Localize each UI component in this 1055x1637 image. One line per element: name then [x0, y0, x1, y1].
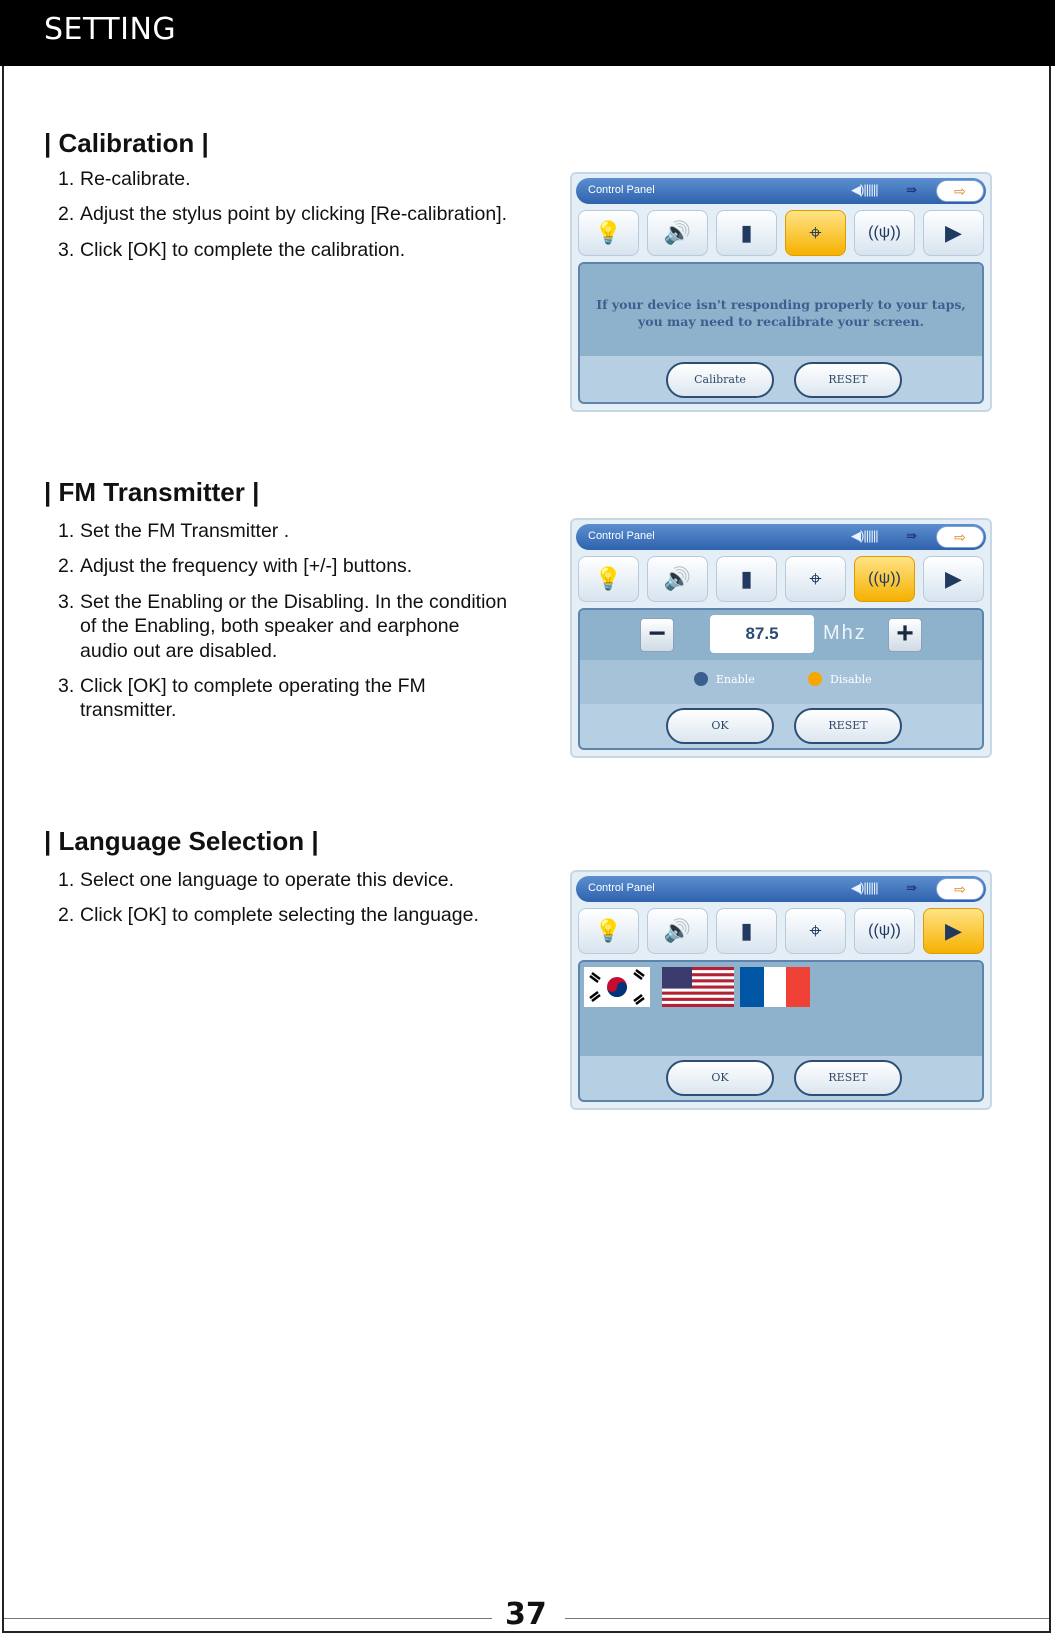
battery-icon: ▮ [740, 220, 753, 245]
language-speaker-icon: ▶ [945, 566, 962, 591]
crosshair-icon: ⌖ [809, 220, 822, 245]
tab-language[interactable] [923, 908, 984, 954]
step-number: 3. [58, 238, 75, 261]
calibrate-button[interactable]: Calibrate [666, 362, 774, 398]
fm-heading: | FM Transmitter | [44, 477, 260, 507]
fm-steps [58, 519, 507, 734]
tab-language[interactable] [923, 556, 984, 602]
control-panel-titlebar [576, 524, 986, 550]
tab-battery[interactable] [716, 210, 777, 256]
language-speaker-icon: ▶ [945, 918, 962, 943]
enable-row [580, 660, 982, 704]
crosshair-icon: ⌖ [809, 918, 822, 943]
step-number: 2. [58, 555, 75, 578]
step-text: Set the FM Transmitter . [80, 520, 290, 542]
reset-button[interactable]: RESET [794, 362, 902, 398]
tab-volume[interactable] [647, 210, 708, 256]
control-panel-tabs [578, 908, 984, 954]
tab-battery[interactable] [716, 908, 777, 954]
tab-volume[interactable] [647, 556, 708, 602]
calibration-steps [58, 167, 507, 273]
frequency-minus-button[interactable]: − [640, 618, 674, 652]
volume-icon: ◀)|||||| [851, 182, 878, 197]
step-number: 2. [58, 904, 75, 927]
step-text: Adjust the stylus point by clicking [Re-calibration]. [80, 203, 508, 226]
tab-volume[interactable] [647, 908, 708, 954]
message-line: you may need to recalibrate your screen. [638, 314, 924, 329]
step-text: Click [OK] to complete the calibration. [80, 238, 406, 261]
list-item [58, 903, 479, 927]
tab-language[interactable] [923, 210, 984, 256]
flag-area [580, 962, 982, 1056]
step-text: Select one language to operate this device. [80, 869, 455, 891]
enable-label: Enable [716, 673, 755, 686]
disable-radio[interactable] [808, 672, 872, 686]
step-text: Set the Enabling or the Disabling. In the condition of the Enabling, both speaker and earphone audio out are disabled. [80, 590, 508, 662]
reset-button[interactable]: RESET [794, 1060, 902, 1096]
tab-fm-transmitter[interactable] [854, 908, 915, 954]
ok-button[interactable]: OK [666, 708, 774, 744]
speaker-icon: 🔊 [663, 220, 692, 245]
tab-calibration[interactable] [785, 908, 846, 954]
control-panel-titlebar [576, 178, 986, 204]
language-steps [58, 868, 479, 939]
crosshair-icon: ⌖ [809, 566, 822, 591]
reset-button[interactable]: RESET [794, 708, 902, 744]
ok-button[interactable]: OK [666, 1060, 774, 1096]
message-line: If your device isn't responding properly to your taps, [596, 297, 966, 312]
battery-icon: ▮ [740, 918, 753, 943]
control-panel-tabs [578, 556, 984, 602]
footer-divider [565, 1618, 1049, 1619]
signal-icon: ⇛ [906, 880, 917, 895]
radio-off-icon [694, 672, 708, 686]
list-item [58, 674, 507, 723]
list-item [58, 868, 479, 892]
signal-icon: ⇛ [906, 182, 917, 197]
control-panel-title: Control Panel [588, 184, 655, 196]
battery-icon: ▮ [740, 566, 753, 591]
radio-on-icon [808, 672, 822, 686]
step-number: 3. [58, 590, 75, 613]
list-item [58, 590, 507, 663]
step-number: 2. [58, 203, 75, 226]
message-area [580, 264, 982, 356]
step-text: Adjust the frequency with [+/-] buttons. [80, 555, 413, 578]
step-text: Click [OK] to complete selecting the language. [80, 904, 479, 927]
disable-label: Disable [830, 673, 872, 686]
frequency-row [580, 610, 982, 660]
list-item [58, 238, 507, 262]
step-number: 1. [58, 520, 75, 542]
lightbulb-icon: 💡 [594, 566, 623, 591]
language-speaker-icon: ▶ [945, 220, 962, 245]
exit-button[interactable]: ⇨ [936, 878, 984, 900]
language-heading: | Language Selection | [44, 826, 319, 856]
france-flag-icon[interactable] [740, 967, 810, 1007]
tab-backlight[interactable] [578, 908, 639, 954]
footer-divider [4, 1618, 492, 1619]
control-panel-title: Control Panel [588, 530, 655, 542]
enable-radio[interactable] [694, 672, 755, 686]
tab-calibration[interactable] [785, 210, 846, 256]
frequency-display: 87.5 [710, 615, 814, 653]
step-text: Click [OK] to complete operating the FM transmitter. [80, 674, 426, 722]
tab-backlight[interactable] [578, 556, 639, 602]
control-panel-language [570, 870, 992, 1110]
control-panel-titlebar [576, 876, 986, 902]
list-item [58, 167, 507, 191]
list-item [58, 519, 507, 543]
calibration-message [580, 296, 982, 330]
frequency-unit: Mhz [823, 622, 867, 644]
control-panel-tabs [578, 210, 984, 256]
step-number: 1. [58, 168, 75, 190]
exit-button[interactable]: ⇨ [936, 180, 984, 202]
tab-calibration[interactable] [785, 556, 846, 602]
tab-battery[interactable] [716, 556, 777, 602]
volume-icon: ◀)|||||| [851, 880, 878, 895]
speaker-icon: 🔊 [663, 566, 692, 591]
step-number: 1. [58, 869, 75, 891]
page-number: 37 [505, 1597, 547, 1632]
antenna-icon: ((ψ)) [868, 922, 901, 939]
calibration-heading: | Calibration | [44, 128, 209, 158]
speaker-icon: 🔊 [663, 918, 692, 943]
tab-fm-transmitter[interactable] [854, 556, 915, 602]
control-panel-body [578, 960, 984, 1102]
control-panel-title: Control Panel [588, 882, 655, 894]
step-number: 3. [58, 674, 75, 697]
usa-flag-icon[interactable] [662, 967, 734, 1007]
antenna-icon: ((ψ)) [868, 224, 901, 241]
tab-fm-transmitter[interactable] [854, 210, 915, 256]
list-item [58, 202, 507, 226]
lightbulb-icon: 💡 [594, 220, 623, 245]
page-title: SETTING [44, 12, 177, 47]
control-panel-body [578, 608, 984, 750]
control-panel-body [578, 262, 984, 404]
step-text: Re-calibrate. [80, 168, 191, 190]
lightbulb-icon: 💡 [594, 918, 623, 943]
tab-backlight[interactable] [578, 210, 639, 256]
signal-icon: ⇛ [906, 528, 917, 543]
exit-button[interactable]: ⇨ [936, 526, 984, 548]
frequency-plus-button[interactable]: + [888, 618, 922, 652]
control-panel-fm [570, 518, 992, 758]
control-panel-calibration [570, 172, 992, 412]
list-item [58, 554, 507, 578]
volume-icon: ◀)|||||| [851, 528, 878, 543]
korea-flag-icon[interactable] [584, 967, 650, 1007]
antenna-icon: ((ψ)) [868, 570, 901, 587]
header-bar [0, 0, 1055, 66]
